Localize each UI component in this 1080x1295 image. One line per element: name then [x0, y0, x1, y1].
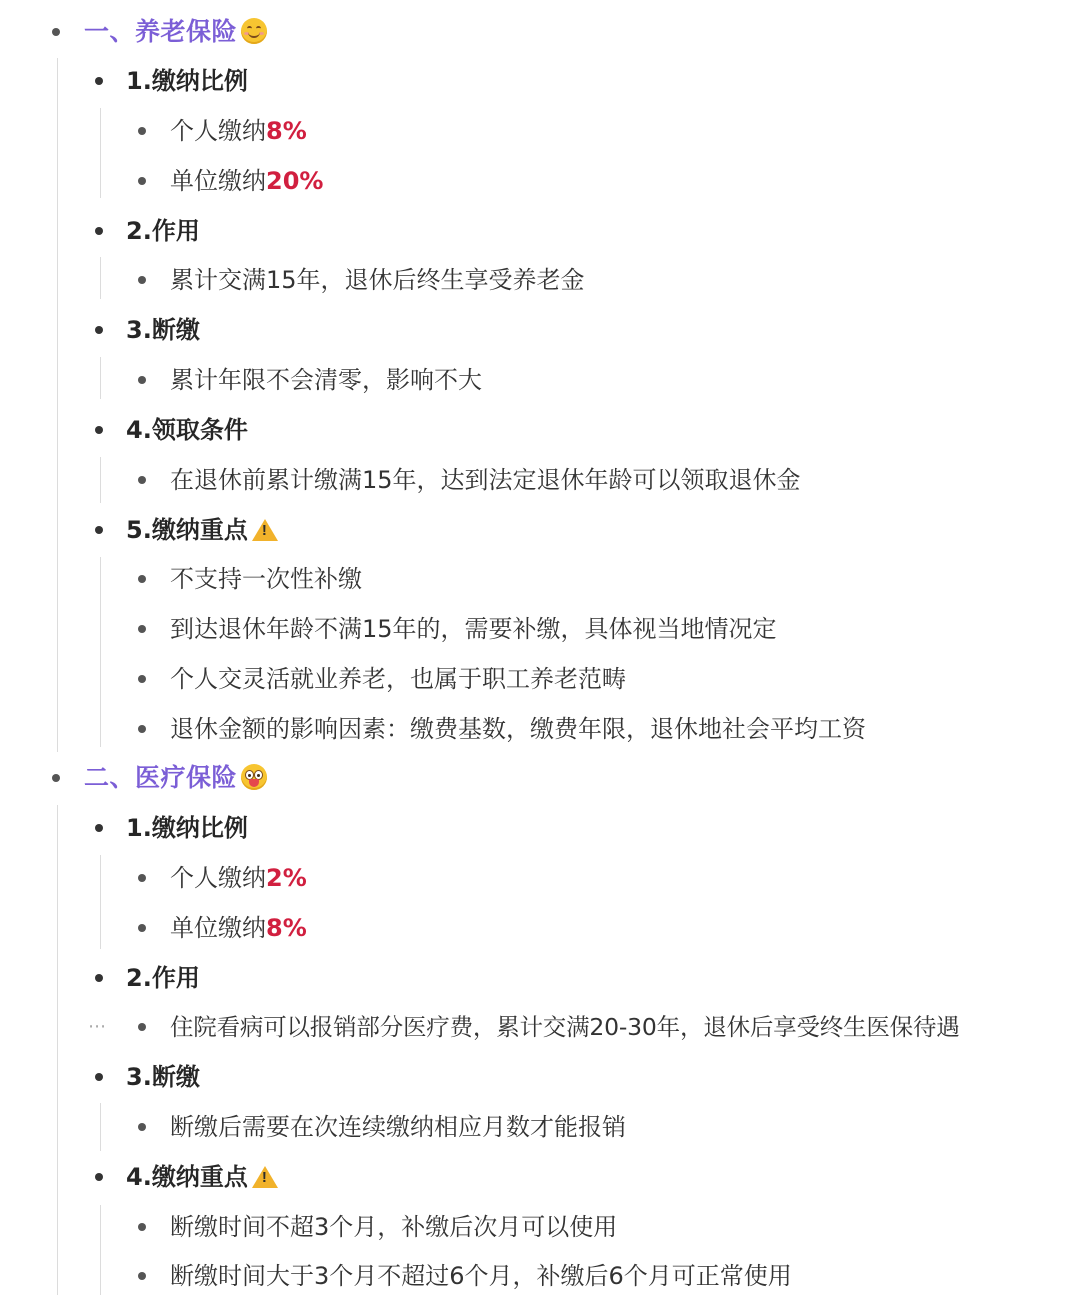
item-title: 4.领取条件 — [126, 416, 248, 444]
bullet-icon[interactable] — [138, 177, 146, 185]
item-guide-line — [100, 457, 101, 503]
bullet-icon[interactable] — [138, 675, 146, 683]
subitem-text: 个人缴纳 — [170, 117, 266, 145]
bullet-icon[interactable] — [52, 774, 60, 782]
bullet-icon[interactable] — [95, 974, 103, 982]
item-title: 1.缴纳比例 — [126, 814, 248, 842]
bullet-icon[interactable] — [138, 1223, 146, 1231]
bullet-icon[interactable] — [138, 575, 146, 583]
item-title: 3.断缴 — [126, 1063, 200, 1091]
tongue-out-face-icon — [241, 764, 267, 790]
bullet-icon[interactable] — [95, 1173, 103, 1181]
item-title: 5.缴纳重点 — [126, 516, 248, 544]
bullet-icon[interactable] — [95, 824, 103, 832]
highlight-value: 2% — [266, 864, 307, 892]
subitem-text: 单位缴纳 — [170, 167, 266, 195]
subitem-text: 断缴时间不超3个月，补缴后次月可以使用 — [170, 1213, 618, 1241]
bullet-icon[interactable] — [138, 276, 146, 284]
section-title: 二、医疗保险 — [84, 763, 238, 792]
bullet-icon[interactable] — [138, 625, 146, 633]
subitem-text: 累计年限不会清零，影响不大 — [170, 366, 482, 394]
subitem-text: 断缴时间大于3个月不超过6个月，补缴后6个月可正常使用 — [170, 1262, 792, 1290]
item-guide-line — [100, 855, 101, 949]
bullet-icon[interactable] — [138, 924, 146, 932]
subitem-text: 个人交灵活就业养老，也属于职工养老范畴 — [170, 665, 626, 693]
item-guide-line — [100, 257, 101, 299]
section-guide-line — [57, 805, 58, 1295]
subitem-text: 个人缴纳 — [170, 864, 266, 892]
highlight-value: 20% — [266, 167, 324, 195]
subitem-text: 在退休前累计缴满15年，达到法定退休年龄可以领取退休金 — [170, 466, 801, 494]
subitem-text: 断缴后需要在次连续缴纳相应月数才能报销 — [170, 1113, 626, 1141]
bullet-icon[interactable] — [138, 127, 146, 135]
subitem-text: 退休金额的影响因素：缴费基数，缴费年限，退休地社会平均工资 — [170, 715, 866, 743]
item-title: 4.缴纳重点 — [126, 1163, 248, 1191]
section-guide-line — [57, 58, 58, 752]
more-options-icon[interactable]: ⋯ — [88, 1016, 108, 1037]
item-title: 2.作用 — [126, 217, 200, 245]
bullet-icon[interactable] — [95, 526, 103, 534]
bullet-icon[interactable] — [138, 376, 146, 384]
subitem-text: 单位缴纳 — [170, 914, 266, 942]
bullet-icon[interactable] — [138, 476, 146, 484]
bullet-icon[interactable] — [95, 227, 103, 235]
subitem-text: 不支持一次性补缴 — [170, 565, 362, 593]
item-guide-line — [100, 1205, 101, 1295]
section-title: 一、养老保险 — [84, 17, 238, 46]
item-guide-line — [100, 357, 101, 399]
bullet-icon[interactable] — [138, 1123, 146, 1131]
warning-icon — [252, 519, 278, 541]
subitem-text: 住院看病可以报销部分医疗费，累计交满20-30年，退休后享受终生医保待遇 — [170, 1013, 960, 1041]
bullet-icon[interactable] — [138, 874, 146, 882]
item-guide-line — [100, 108, 101, 198]
bullet-icon[interactable] — [138, 725, 146, 733]
item-guide-line — [100, 557, 101, 747]
item-guide-line — [100, 1103, 101, 1151]
bullet-icon[interactable] — [95, 426, 103, 434]
item-title: 1.缴纳比例 — [126, 67, 248, 95]
smiling-face-icon — [241, 18, 267, 44]
item-title: 3.断缴 — [126, 316, 200, 344]
subitem-text: 到达退休年龄不满15年的，需要补缴，具体视当地情况定 — [170, 615, 777, 643]
bullet-icon[interactable] — [95, 77, 103, 85]
bullet-icon[interactable] — [95, 1073, 103, 1081]
bullet-icon[interactable] — [52, 28, 60, 36]
subitem-text: 累计交满15年，退休后终生享受养老金 — [170, 266, 585, 294]
highlight-value: 8% — [266, 914, 307, 942]
highlight-value: 8% — [266, 117, 307, 145]
item-title: 2.作用 — [126, 964, 200, 992]
bullet-icon[interactable] — [138, 1272, 146, 1280]
warning-icon — [252, 1166, 278, 1188]
bullet-icon[interactable] — [95, 326, 103, 334]
bullet-icon[interactable] — [138, 1023, 146, 1031]
